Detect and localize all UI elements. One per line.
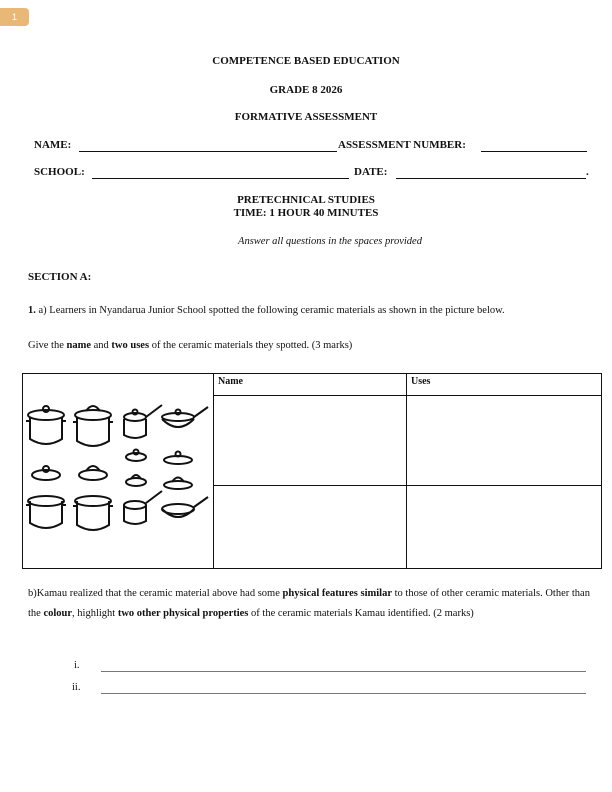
page-number-badge: 1 xyxy=(0,8,29,26)
ceramic-image-cell xyxy=(23,374,214,569)
t-bold: name xyxy=(66,340,91,351)
t: of the ceramic materials Kamau identified. (2 marks) xyxy=(248,608,474,619)
header-line3: FORMATIVE ASSESSMENT xyxy=(234,111,378,123)
name-answer-cell-2[interactable] xyxy=(214,486,407,569)
column-header-uses xyxy=(407,374,602,396)
uses-answer-cell-2[interactable] xyxy=(407,486,602,569)
header-line2: GRADE 8 2026 xyxy=(269,84,343,96)
name-label: NAME: xyxy=(34,139,72,151)
date-field[interactable] xyxy=(396,178,586,179)
t: to those of other ceramic materials. Other than the xyxy=(28,588,590,619)
subject-title: PRETECHNICAL STUDIES xyxy=(237,194,375,206)
question-1a xyxy=(28,305,505,316)
question-1a-instruction xyxy=(28,340,352,351)
t-bold: physical features similar xyxy=(282,588,392,599)
header-line1: COMPETENCE BASED EDUCATION xyxy=(212,55,400,67)
t: b)Kamau realized that the ceramic material above had some xyxy=(28,588,283,599)
column-header-name-text: Name xyxy=(218,376,243,387)
t: Give the xyxy=(28,340,67,351)
ceramic-cookware-image xyxy=(23,395,213,545)
question-1b xyxy=(28,584,598,624)
t-bold: two other physical properties xyxy=(117,608,249,619)
t-bold: two uses xyxy=(111,340,150,351)
date-end-dot: . xyxy=(586,166,589,178)
t: of the ceramic materials they spotted. (3 marks) xyxy=(149,340,353,351)
name-answer-cell-1[interactable] xyxy=(214,396,407,486)
school-label: SCHOOL: xyxy=(34,166,85,178)
date-label: DATE: xyxy=(354,166,388,178)
answer-label-ii: ii. xyxy=(72,682,81,693)
answer-line-i[interactable] xyxy=(101,671,586,672)
assessment-number-label: ASSESSMENT NUMBER: xyxy=(338,139,466,151)
school-field[interactable] xyxy=(92,178,349,179)
question-number: 1. xyxy=(28,305,36,316)
subject-time: TIME: 1 HOUR 40 MINUTES xyxy=(233,207,379,219)
t-bold: colour xyxy=(43,608,73,619)
column-header-name xyxy=(214,374,407,396)
answer-label-i: i. xyxy=(74,660,80,671)
name-field[interactable] xyxy=(79,151,337,152)
t: and xyxy=(91,340,112,351)
assessment-number-field[interactable] xyxy=(481,151,587,152)
answer-table xyxy=(22,373,602,569)
uses-answer-cell-1[interactable] xyxy=(407,396,602,486)
answer-line-ii[interactable] xyxy=(101,693,586,694)
question-1a-text: a) Learners in Nyandarua Junior School spotted the following ceramic materials as shown in the picture below. xyxy=(35,305,505,316)
t: , highlight xyxy=(72,608,118,619)
instruction: Answer all questions in the spaces provided xyxy=(238,236,422,247)
section-heading: SECTION A: xyxy=(28,271,92,283)
column-header-uses-text: Uses xyxy=(411,376,431,387)
